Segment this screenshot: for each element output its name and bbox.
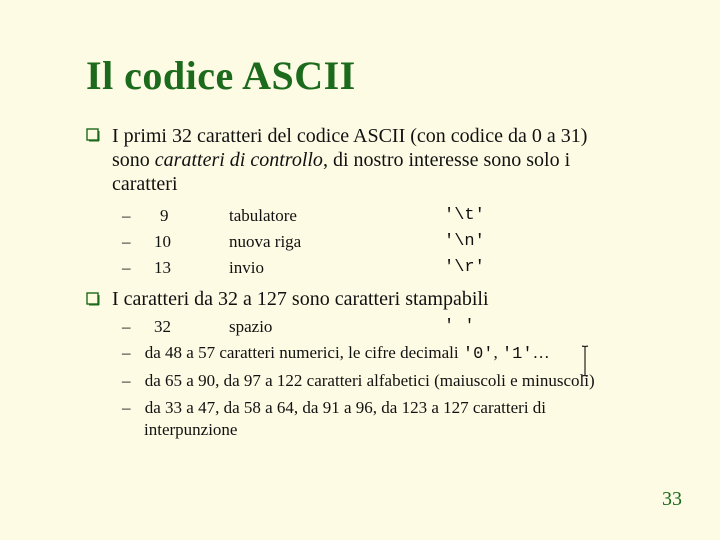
- bullet-1-line-2-a: sono: [112, 149, 155, 171]
- slide-title: Il codice ASCII: [86, 53, 356, 98]
- dash: –: [122, 343, 131, 362]
- escape-sequence: '\t': [444, 206, 485, 225]
- row-text: da 33 a 47, da 58 a 64, da 91 a 96, da 123 a 127 caratteri di: [144, 398, 547, 417]
- printable-row: [122, 371, 595, 391]
- row-text-continuation: interpunzione: [144, 420, 238, 439]
- char-name: nuova riga: [229, 232, 302, 251]
- char-literal: '1': [501, 345, 533, 364]
- code-value: 9: [160, 206, 169, 225]
- bullet-1-text: [112, 124, 587, 196]
- row-text: da 65 a 90, da 97 a 122 caratteri alfabetici (maiuscoli e minuscoli): [144, 371, 595, 390]
- bullet-2-text: I caratteri da 32 a 127 sono caratteri stampabili: [112, 288, 489, 310]
- dash: –: [122, 398, 131, 417]
- dash: –: [122, 371, 131, 390]
- page-number: 33: [662, 488, 682, 510]
- bullet-1-line-1: I primi 32 caratteri del codice ASCII (con codice da 0 a 31): [112, 125, 588, 147]
- code-value: 32: [154, 317, 171, 336]
- char-literal: '0': [462, 345, 494, 364]
- ellipsis: …: [532, 343, 550, 362]
- dash: –: [122, 206, 131, 225]
- bullet-1-line-3: caratteri: [112, 173, 178, 195]
- text-cursor-icon: [580, 345, 590, 384]
- char-name: tabulatore: [229, 206, 297, 225]
- char-name: invio: [229, 258, 264, 277]
- escape-sequence: '\r': [444, 258, 485, 277]
- escape-sequence: '\n': [444, 232, 485, 251]
- code-value: 10: [154, 232, 171, 251]
- code-value: 13: [154, 258, 171, 277]
- bullet-1-line-2-b: , di nostro interesse sono solo i: [322, 149, 571, 171]
- dash: –: [122, 232, 131, 251]
- dash: –: [122, 258, 131, 277]
- escape-sequence: ' ': [444, 317, 475, 336]
- checkbox-bullet-icon: [86, 128, 100, 142]
- bullet-1-emphasis: caratteri di controllo: [154, 149, 323, 171]
- printable-row: [122, 398, 546, 418]
- printable-row: [122, 343, 550, 365]
- char-name: spazio: [229, 317, 273, 336]
- checkbox-bullet-icon: [86, 292, 100, 306]
- dash: –: [122, 317, 131, 336]
- separator: ,: [493, 343, 502, 362]
- bullet-1-line-2: [112, 148, 587, 172]
- row-text: da 48 a 57 caratteri numerici, le cifre decimali: [144, 343, 463, 362]
